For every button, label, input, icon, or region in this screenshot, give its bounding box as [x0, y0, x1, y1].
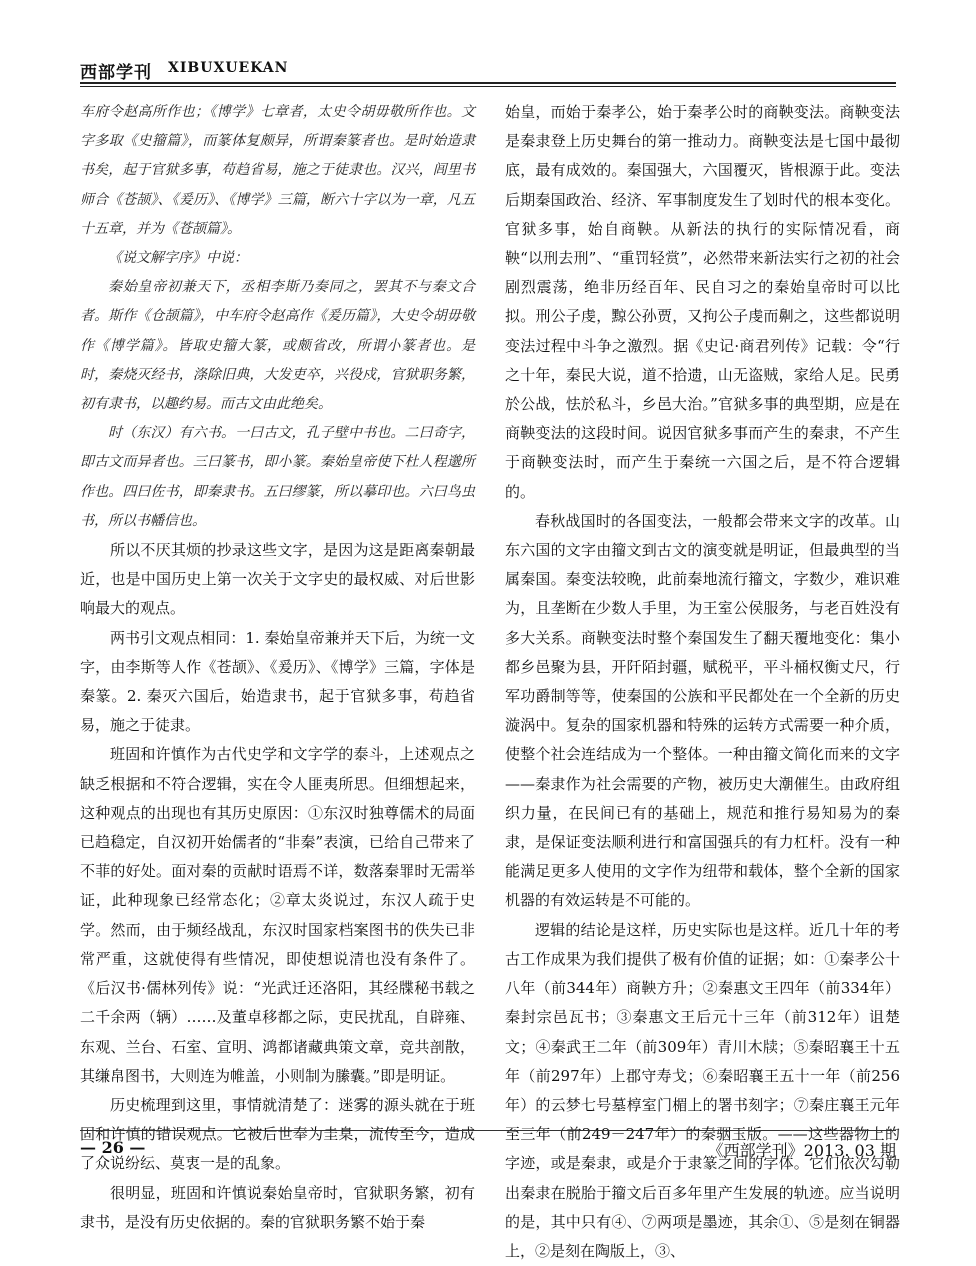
- body-paragraph-continued: 始皇，而始于秦孝公，始于秦孝公时的商鞅变法。商鞅变法是秦隶登上历史舞台的第一推动力。商鞅变法是七国中最彻底，最有成效的。秦国强大，六国覆灭，皆根源于此。变法后期秦国政治、经济、军事制度发生了划时代的根本变化。官狱多事，始自商鞅。从新法的执行的实际情况看，商鞅“以刑去刑”、“重罚轻赏”，必然带来新法实行之初的社会剧烈震荡，绝非历经百年、民自习之的秦始皇帝时可以比拟。刑公子虔，黥公孙贾，又拘公子虔而劓之，这些都说明变法过程中斗争之激烈。据《史记·商君列传》记载：令“行之十年，秦民大说，道不拾遗，山无盗贼，家给人足。民勇於公战，怯於私斗，乡邑大治。”官狱多事的典型期，应是在商鞅变法的这段时间。说因官狱多事而产生的秦隶，不产生于商鞅变法时，而产生于秦统一六国之后，是不符合逻辑的。: [505, 103, 900, 501]
- quote-intro-shuowen: 《说文解字序》中说：: [108, 250, 248, 267]
- header-rule-thin: [80, 86, 896, 87]
- body-paragraph: 逻辑的结论是这样，历史实际也是这样。近几十年的考古工作成果为我们提供了极有价值的证据；如：①秦孝公十八年（前344年）商鞅方升；②秦惠文王四年（前334年）秦封宗邑瓦书；③秦惠文王后元十三年（前312年）诅楚文；④秦武王二年（前309年）青川木牍；⑤秦昭襄王十五年（前297年）上郡守寿戈；⑥秦昭襄王五十一年（前256年）的云梦七号墓椁室门楣上的署书刻字；⑦秦庄襄王元年至三年（前249－247年）的秦骃玉版。——这些器物上的字迹，或是秦隶，或是介于隶篆之间的字体。它们依次勾勒出秦隶在脱胎于籀文后百多年里产生发展的轨迹。应当说明的是，其中只有④、⑦两项是墨迹，其余①、⑤是刻在铜器上，②是刻在陶版上，③、: [505, 920, 900, 1260]
- quote-six-scripts: 时（东汉）有六书。一曰古文，孔子壁中书也。二曰奇字，即古文而异者也。三曰篆书，即小篆。秦始皇帝使下杜人程邈所作也。四曰佐书，即秦隶书。五曰缪篆，所以摹印也。六曰鸟虫书，所以书幡信也。: [80, 425, 475, 529]
- body-paragraph: 两书引文观点相同：1. 秦始皇帝兼并天下后，为统一文字，由李斯等人作《苍颉》、《爰历》、《博学》三篇，字体是秦篆。2. 秦灭六国后，始造隶书，起于官狱多事，苟趋省易，施之于徒隶。: [80, 628, 475, 735]
- body-paragraph: 班固和许慎作为古代史学和文字学的泰斗，上述观点之缺乏根据和不符合逻辑，实在令人匪夷所思。但细想起来，这种观点的出现也有其历史原因：①东汉时独尊儒术的局面已趋稳定，自汉初开始儒者的“非秦”表演，已给自己带来了不菲的好处。面对秦的贡献时语焉不详，数落秦罪时无需举证，此种现象已经常态化；②章太炎说过，东汉人疏于史学。然而，由于频经战乱，东汉时国家档案图书的佚失已非常严重，这就使得有些情况，即使想说清也没有条件了。《后汉书·儒林列传》说：“光武迁还洛阳，其经牒秘书载之二千余两（辆）……及董卓移都之际，吏民扰乱，自辟雍、东观、兰台、石室、宣明、鸿都诸藏典策文章，竞共剖散，其缣帛图书，大则连为帷盖，小则制为縢囊。”即是明证。: [80, 745, 475, 1085]
- page-footer: [80, 1130, 896, 1160]
- footer-rule: [80, 1130, 896, 1131]
- body-paragraph: 很明显，班固和许慎说秦始皇帝时，官狱职务繁，初有隶书，是没有历史依据的。秦的官狱职务繁不始于秦: [80, 1183, 475, 1231]
- body-paragraph: 所以不厌其烦的抄录这些文字，是因为这是距离秦朝最近，也是中国历史上第一次关于文字史的最权威、对后世影响最大的观点。: [80, 541, 475, 618]
- body-paragraph: 春秋战国时的各国变法，一般都会带来文字的改革。山东六国的文字由籀文到古文的演变就是明证，但最典型的当属秦国。秦变法较晚，此前秦地流行籀文，字数少，难识难为，且垄断在少数人手里，为王室公侯服务，与老百姓没有多大关系。商鞅变法时整个秦国发生了翻天覆地变化：集小都乡邑聚为县，开阡陌封疆，赋税平，平斗桶权衡丈尺，行军功爵制等等，使秦国的公族和平民都处在一个全新的历史漩涡中。复杂的国家机器和特殊的运转方式需要一种介质，使整个社会连结成为一个整体。一种由籀文简化而来的文字——秦隶作为社会需要的产物，被历史大潮催生。由政府组织力量，在民间已有的基础上，规范和推行易知易为的秦隶，是保证变法顺利进行和富国强兵的有力杠杆。没有一种能满足更多人使用的文字作为纽带和载体，整个全新的国家机器的有效运转是不可能的。: [505, 511, 900, 910]
- journal-title-pinyin: XIBUXUEKAN: [168, 60, 289, 76]
- quote-shuowen: 秦始皇帝初兼天下，丞相李斯乃奏同之，罢其不与秦文合者。斯作《仓颉篇》，中车府令赵高作《爰历篇》，大史令胡毋敬作《博学篇》。皆取史籀大篆，或颇省改，所谓小篆者也。是时，秦烧灭经书，涤除旧典，大发吏卒，兴役戍，官狱职务繁，初有隶书，以趣约易。而古文由此绝矣。: [80, 279, 475, 413]
- page-number: — 26 —: [80, 1138, 146, 1157]
- running-header: [80, 52, 896, 86]
- journal-title-cn: 西部学刊: [80, 63, 152, 83]
- body-paragraph: 历史梳理到这里，事情就清楚了：迷雾的源头就在于班固和许慎的错误观点。它被后世奉为圭臬，流传至今，造成了众说纷纭、莫衷一是的乱象。: [80, 1095, 475, 1173]
- issue-label: 《西部学刊》2013. 03 期: [707, 1141, 896, 1160]
- header-rule: [80, 82, 896, 84]
- quote-hanshu: 车府令赵高所作也；《博学》七章者，太史令胡毋敬所作也。文字多取《史籀篇》，而篆体复颇异，所谓秦篆者也。是时始造隶书矣，起于官狱多事，苟趋省易，施之于徒隶也。汉兴，闾里书师合《苍颉》、《爰历》、《博学》三篇，断六十字以为一章，凡五十五章，并为《苍颉篇》。: [80, 104, 475, 237]
